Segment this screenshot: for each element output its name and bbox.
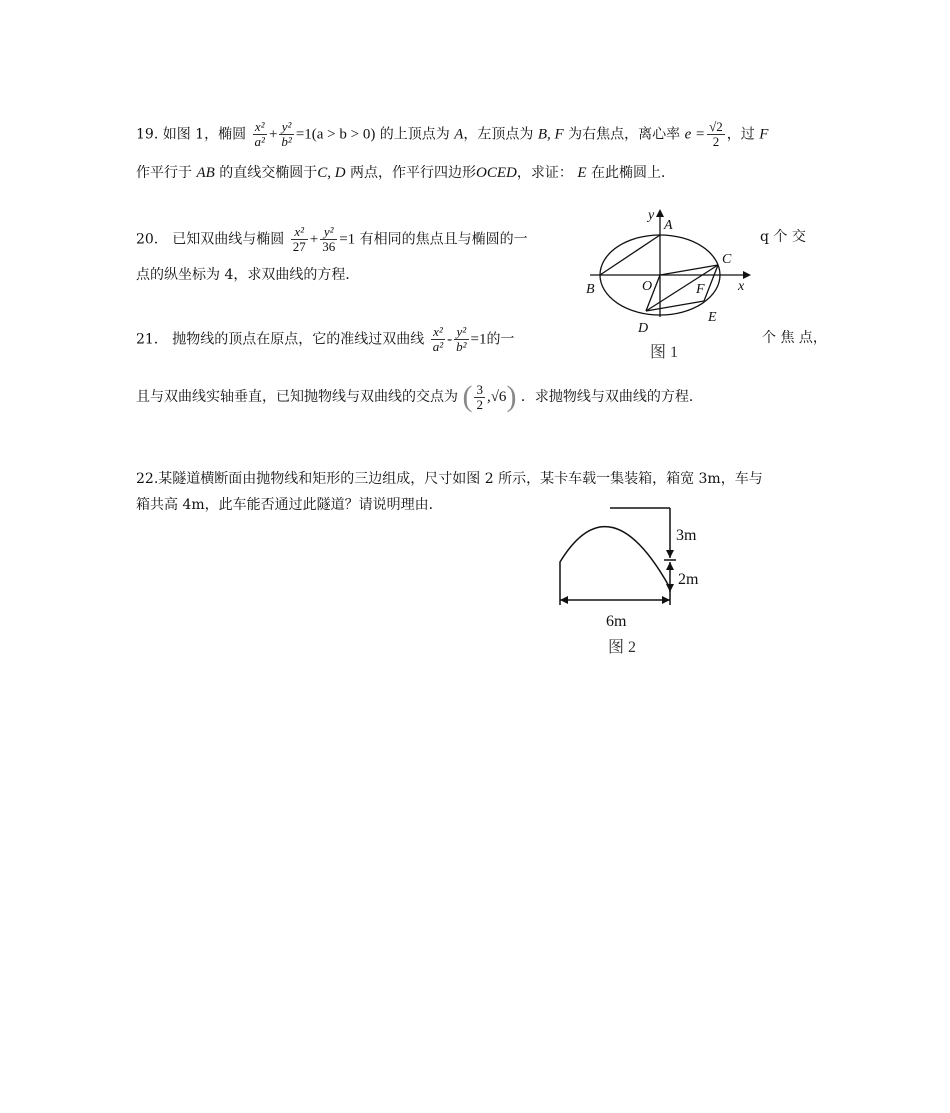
fraction-y2-b2: $\frac{\text{y²}}{\text{b²}}$ (456, 324, 467, 354)
dim-6m-label: 6m (606, 613, 627, 630)
sqrt6: ,√6 (486, 389, 507, 405)
arrow-6m-right (662, 596, 670, 604)
q19-number: 19. (136, 126, 159, 143)
y-axis-arrow (656, 209, 664, 217)
arrow-3m-bottom (666, 550, 674, 558)
fraction-y2-36: $\frac{\text{y²}}{36}$ (322, 224, 336, 254)
label-O: O (642, 279, 653, 294)
ellipse-condition: =1(a > b > 0) (295, 126, 376, 143)
label-y: y (648, 208, 655, 223)
fraction-3-2: $\frac{3}{2}$ (476, 381, 483, 412)
fraction-x2-a2: $\frac{\text{x²}}{\text{a²}}$ (432, 324, 444, 354)
q21-right-text: 个 焦 点， (762, 330, 827, 346)
fraction-sqrt2-2: $\frac{√2}{2}$ (709, 119, 723, 149)
q20-right-text: q 个 交 (760, 229, 806, 245)
label-C: C (722, 252, 732, 267)
segment-DC (646, 265, 718, 311)
q19-line2: 作平行于 AB 的直线交椭圆于C, D 两点，作平行四边形OCED，求证： E 在此椭圆上． (136, 165, 675, 181)
dim-3m-label: 3m (676, 527, 697, 544)
q21-number: 21． (136, 331, 168, 348)
q20-number: 20． (136, 231, 168, 248)
q20-line2: 点的纵坐标为 4，求双曲线的方程． (136, 267, 360, 283)
q20-line1: 20． 已知双曲线与椭圆 $\frac{\text{x²}}{27}$ + $\frac{\text{y²}}{36}$ =1 有相同的焦点且与椭圆的一 (136, 224, 528, 254)
label-B: B (586, 282, 595, 297)
fraction-y2-b2: $\frac{\text{y²}}{\text{b²}}$ (281, 119, 292, 149)
figure-1-caption: 图 1 (650, 344, 679, 361)
right-paren: ) (506, 380, 517, 413)
figure-1-ellipse-diagram (580, 205, 780, 365)
segment-BA (600, 235, 660, 275)
arrow-2m-top (666, 562, 674, 570)
left-paren: ( (462, 380, 473, 413)
label-F: F (696, 282, 705, 297)
tunnel-outline (560, 527, 670, 605)
q22-number: 22. (136, 471, 159, 487)
x-axis-arrow (743, 271, 751, 279)
label-E: E (708, 310, 717, 325)
dim-2m-label: 2m (678, 571, 699, 588)
q19-text: 如图 1，椭圆 (162, 126, 247, 143)
q21-line2: 且与双曲线实轴垂直，已知抛物线与双曲线的交点为 ( $\frac{3}{2}$ ,√6) ．求抛物线与双曲线的方程． (136, 380, 703, 413)
figure-2-tunnel-diagram (550, 500, 730, 660)
label-A: A (664, 218, 673, 233)
q22-line1: 22.某隧道横断面由抛物线和矩形的三边组成，尺寸如图 2 所示，某卡车载一集装箱，箱宽 3m，车与 (136, 471, 763, 487)
figure-2-caption: 图 2 (608, 639, 637, 656)
label-D: D (638, 321, 649, 336)
arrow-6m-left (560, 596, 568, 604)
q21-line1: 21． 抛物线的顶点在原点，它的准线过双曲线 $\frac{\text{x²}}{\text{a²}}$ - $\frac{\text{y²}}{\text{b²}}$ =1的一 (136, 324, 515, 354)
fraction-x2-27: $\frac{\text{x²}}{27}$ (292, 224, 306, 254)
q22-line2: 箱共高 4m，此车能否通过此隧道？请说明理由． (136, 497, 443, 513)
fraction-x2-a2: $\frac{\text{x²}}{\text{a²}}$ (254, 119, 265, 149)
arrow-2m-bottom (666, 584, 674, 592)
label-x: x (738, 279, 745, 294)
q19-line1: 19. 如图 1，椭圆 $\frac{\text{x²}}{\text{a²}}$ + $\frac{\text{y²}}{\text{b²}}$ =1(a > b > 0) 的上顶点为 A，左顶点为 B, F 为右焦点，离心率 e = $\frac{√2}{2}$ ，过 F (136, 119, 769, 149)
